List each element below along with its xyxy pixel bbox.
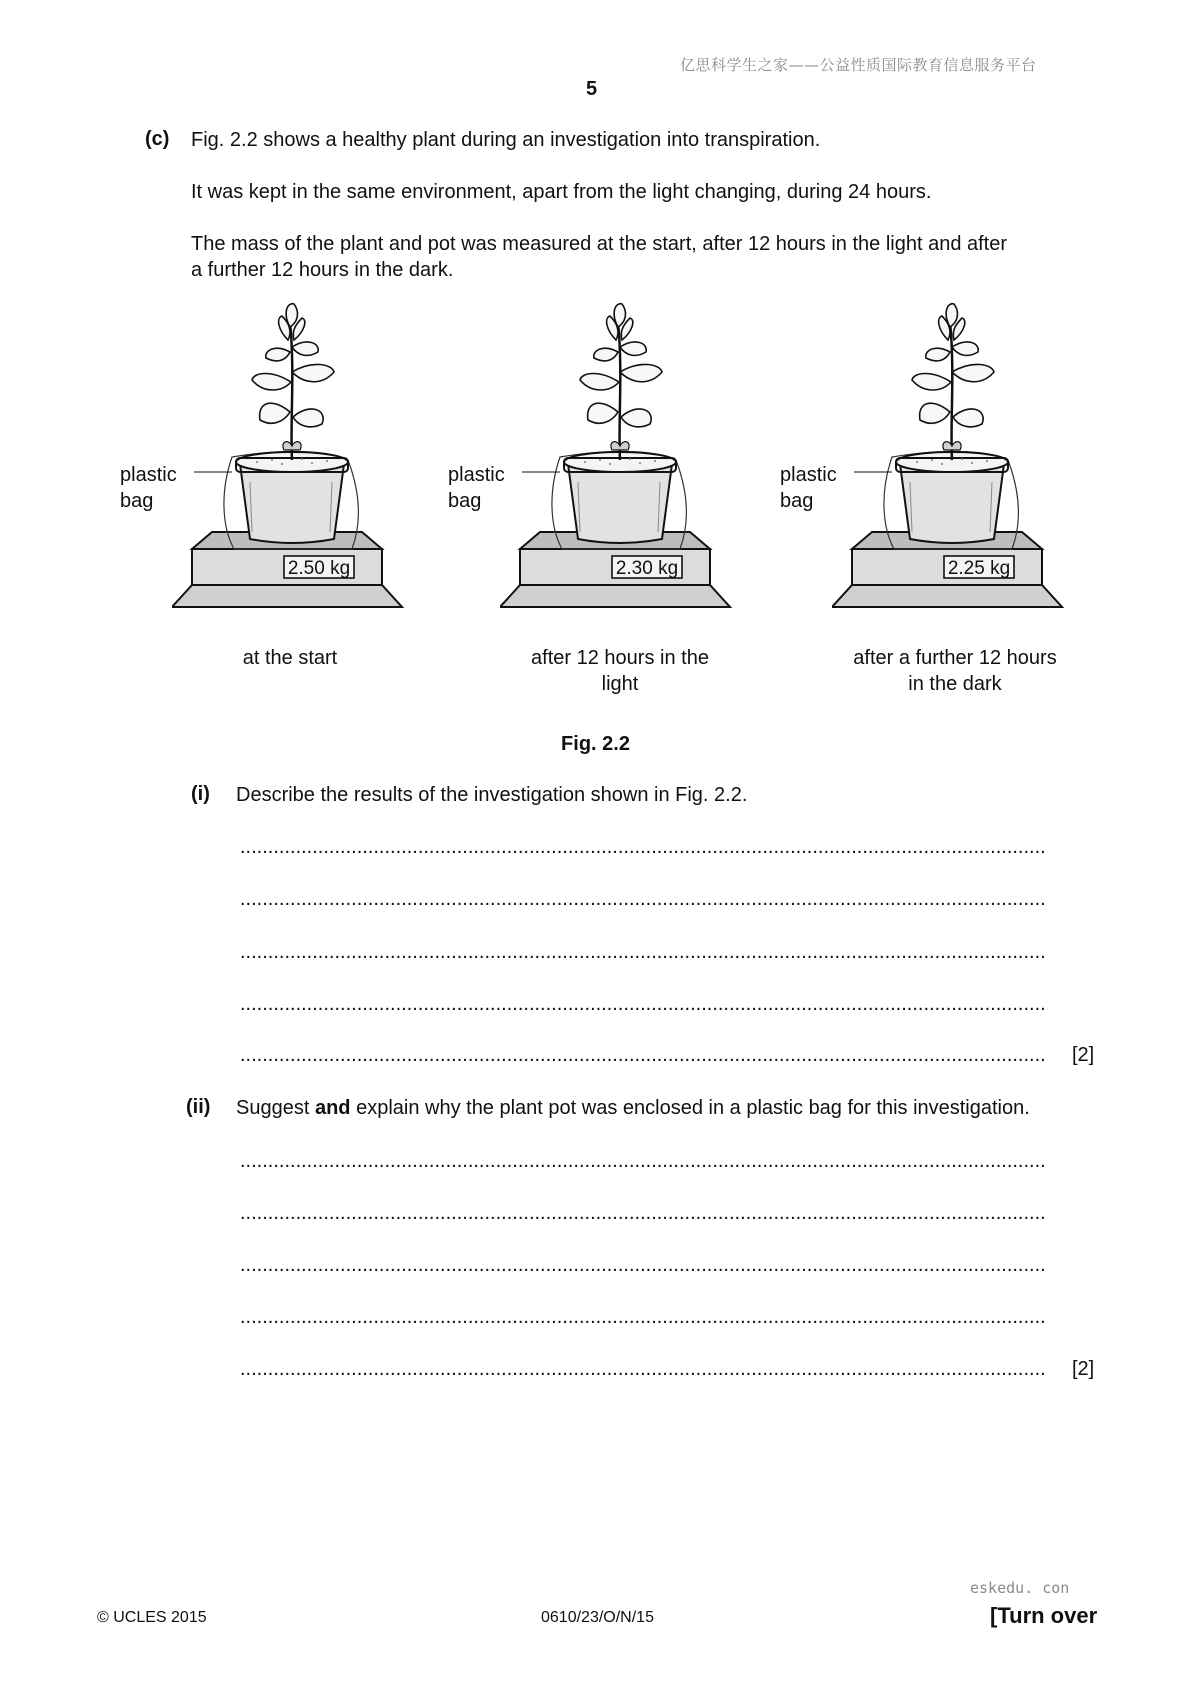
caption-dark (830, 645, 1080, 697)
footer-copyright: © UCLES 2015 (97, 1609, 207, 1626)
answer-line[interactable]: ................................................................................................................................................. (240, 1150, 1046, 1172)
part-c-line2: It was kept in the same environment, apart from the light changing, during 24 hours. (191, 181, 932, 203)
caption-light-line2: light (601, 673, 639, 695)
part-c-line3b: a further 12 hours in the dark. (191, 259, 454, 281)
caption-dark-line2: in the dark (908, 673, 1002, 695)
bag-label-3 (780, 462, 837, 514)
q-ii-text-b: explain why the plant pot was enclosed in a plastic bag for this investigation. (350, 1097, 1030, 1119)
figure-title: Fig. 2.2 (561, 733, 630, 755)
caption-light (500, 645, 740, 697)
q-ii-label: (ii) (186, 1096, 211, 1118)
bag-label-line1: plastic (780, 464, 837, 486)
q-ii-mark: [2] (1072, 1358, 1095, 1380)
bag-label-line2: bag (120, 490, 154, 512)
turn-over: [Turn over (990, 1603, 1098, 1628)
bag-label-line2: bag (448, 490, 482, 512)
footer-watermark: eskedu. con (970, 1579, 1070, 1597)
q-i-text: Describe the results of the investigation shown in Fig. 2.2. (236, 784, 748, 806)
q-i-label: (i) (191, 783, 210, 805)
answer-line[interactable]: ................................................................................................................................................. (240, 941, 1046, 963)
caption-start-line1: at the start (242, 647, 338, 669)
answer-line[interactable]: ................................................................................................................................................. (240, 1358, 1046, 1380)
answer-line[interactable]: ................................................................................................................................................. (240, 1254, 1046, 1276)
answer-line[interactable]: ................................................................................................................................................. (240, 836, 1046, 858)
answer-line[interactable]: ................................................................................................................................................. (240, 1044, 1046, 1066)
bag-label-line1: plastic (448, 464, 505, 486)
q-i-mark: [2] (1072, 1044, 1095, 1066)
answer-line[interactable]: ................................................................................................................................................. (240, 993, 1046, 1015)
part-c-line3a: The mass of the plant and pot was measured at the start, after 12 hours in the light and after (191, 233, 1008, 255)
header-watermark: 亿思科学生之家——公益性质国际教育信息服务平台 (680, 56, 1037, 74)
answer-line[interactable]: ................................................................................................................................................. (240, 888, 1046, 910)
bag-label-line2: bag (780, 490, 814, 512)
answer-line[interactable]: ................................................................................................................................................. (240, 1202, 1046, 1224)
footer-paper-code: 0610/23/O/N/15 (541, 1609, 654, 1626)
caption-light-line1: after 12 hours in the (531, 647, 709, 669)
mass-readout-start: 2.50 kg (287, 558, 351, 579)
bag-label-2 (448, 462, 505, 514)
q-ii-text-bold: and (314, 1097, 351, 1119)
caption-dark-line1: after a further 12 hours (853, 647, 1057, 669)
part-c-label: (c) (145, 128, 170, 150)
answer-line[interactable]: ................................................................................................................................................. (240, 1306, 1046, 1328)
bag-label-1 (120, 462, 177, 514)
mass-readout-dark: 2.25 kg (947, 558, 1011, 579)
page-number: 5 (586, 78, 598, 100)
q-ii-text-a: Suggest (236, 1097, 315, 1119)
part-c-intro: Fig. 2.2 shows a healthy plant during an investigation into transpiration. (191, 129, 821, 151)
mass-readout-light: 2.30 kg (615, 558, 679, 579)
caption-start (172, 645, 408, 671)
bag-label-line1: plastic (120, 464, 177, 486)
q-ii-text (236, 1095, 1030, 1121)
